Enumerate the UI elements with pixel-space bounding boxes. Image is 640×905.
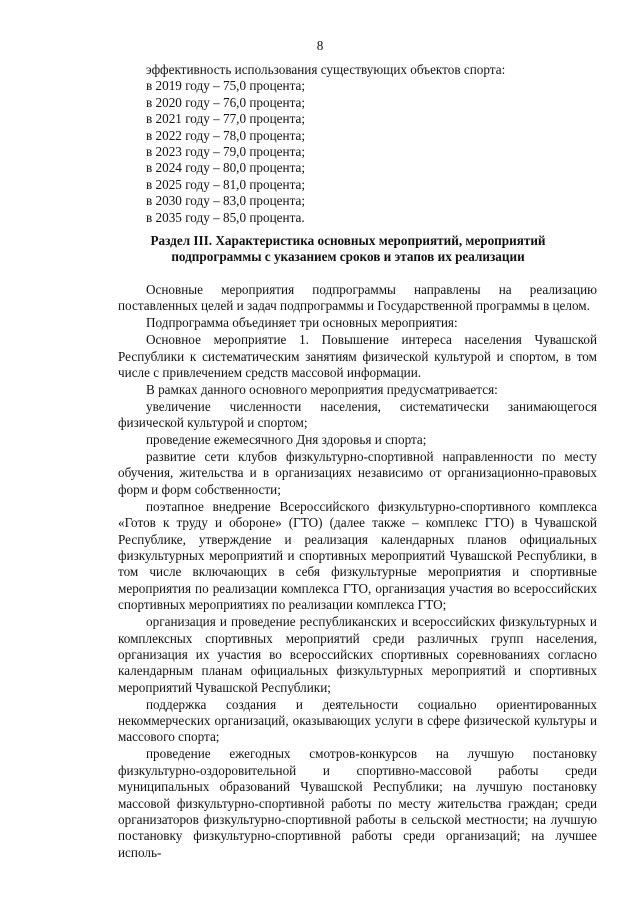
intro-line: в 2019 году – 75,0 процента; [146,78,306,94]
intro-line: в 2022 году – 78,0 процента; [146,127,306,143]
intro-line: в 2020 году – 76,0 процента; [146,94,306,110]
intro-line: в 2030 году – 83,0 процента; [146,193,306,209]
intro-list [146,62,606,226]
paragraph: В рамках данного основного мероприятия предусматривается: [146,381,498,397]
section-heading [118,233,578,265]
paragraph: проведение ежегодных смотров-конкурсов на лучшую постановку физкультурно-оздоровительной и спортивно-массовой работы среди муниципальных образований Чувашской Республики; на лучшую постановку массовой физкультурно-спортивной работы по месту жительства граждан; среди организаторов физкультурно-спортивной работы в сельской местности; на лучшую постановку физкультурно-спортивной работы среди организаций; на лучшее исполь- [118,746,597,860]
intro-line: в 2025 году – 81,0 процента; [146,176,306,192]
page-number: 8 [316,38,324,53]
paragraph: организация и проведение республиканских и всероссийских физкультурных и комплексных спортивных мероприятий среди различных групп населения, организация их участия во всероссийских спортивных соревнованиях согласно календарным планам официальных физкультурных мероприятий и спортивных мероприятий Чувашской Республики; [118,614,597,695]
paragraph: Основное мероприятие 1. Повышение интереса населения Чувашской Республики к систематическим занятиям физической культурой и спортом, в том числе с привлечением средств массовой информации. [118,332,597,381]
section-heading-line: Раздел III. Характеристика основных мероприятий, мероприятий [150,233,546,248]
intro-line: в 2024 году – 80,0 процента; [146,160,306,176]
paragraph: Подпрограмма объединяет три основных мероприятия: [146,315,458,331]
section-heading-line: подпрограммы с указанием сроков и этапов их реализации [171,249,525,264]
paragraph: поэтапное внедрение Всероссийского физкультурно-спортивного комплекса «Готов к труду и обороне» (ГТО) (далее также – комплекс ГТО) в Чувашской Республике, утверждение и реализация календарных планов официальных физкультурных мероприятий и спортивных мероприятий Чувашской Республики, в том числе включающих в себя физкультурные мероприятия и спортивные мероприятия по реализации комплекса ГТО, организация участия во всероссийских спортивных мероприятиях по реализации комплекса ГТО; [118,498,597,613]
paragraph: увеличение численности населения, систематически занимающегося физической культурой и спортом; [118,398,597,431]
body-text [118,282,597,861]
intro-line: эффективность использования существующих объектов спорта: [146,62,506,77]
paragraph: развитие сети клубов физкультурно-спортивной направленности по месту обучения, жительства и в организациях независимо от организационно-правовых форм и форм собственности; [118,449,597,497]
paragraph: Основные мероприятия подпрограммы направлены на реализацию поставленных целей и задач подпрограммы и Государственной программы в целом. [118,282,597,314]
paragraph: проведение ежемесячного Дня здоровья и спорта; [146,432,427,448]
intro-line: в 2021 году – 77,0 процента; [146,111,306,127]
paragraph: поддержка создания и деятельности социально ориентированных некоммерческих организаций, оказывающих услуги в сфере физической культуры и массового спорта; [118,696,597,745]
intro-line: в 2035 году – 85,0 процента. [146,209,305,225]
intro-line: в 2023 году – 79,0 процента; [146,144,306,160]
